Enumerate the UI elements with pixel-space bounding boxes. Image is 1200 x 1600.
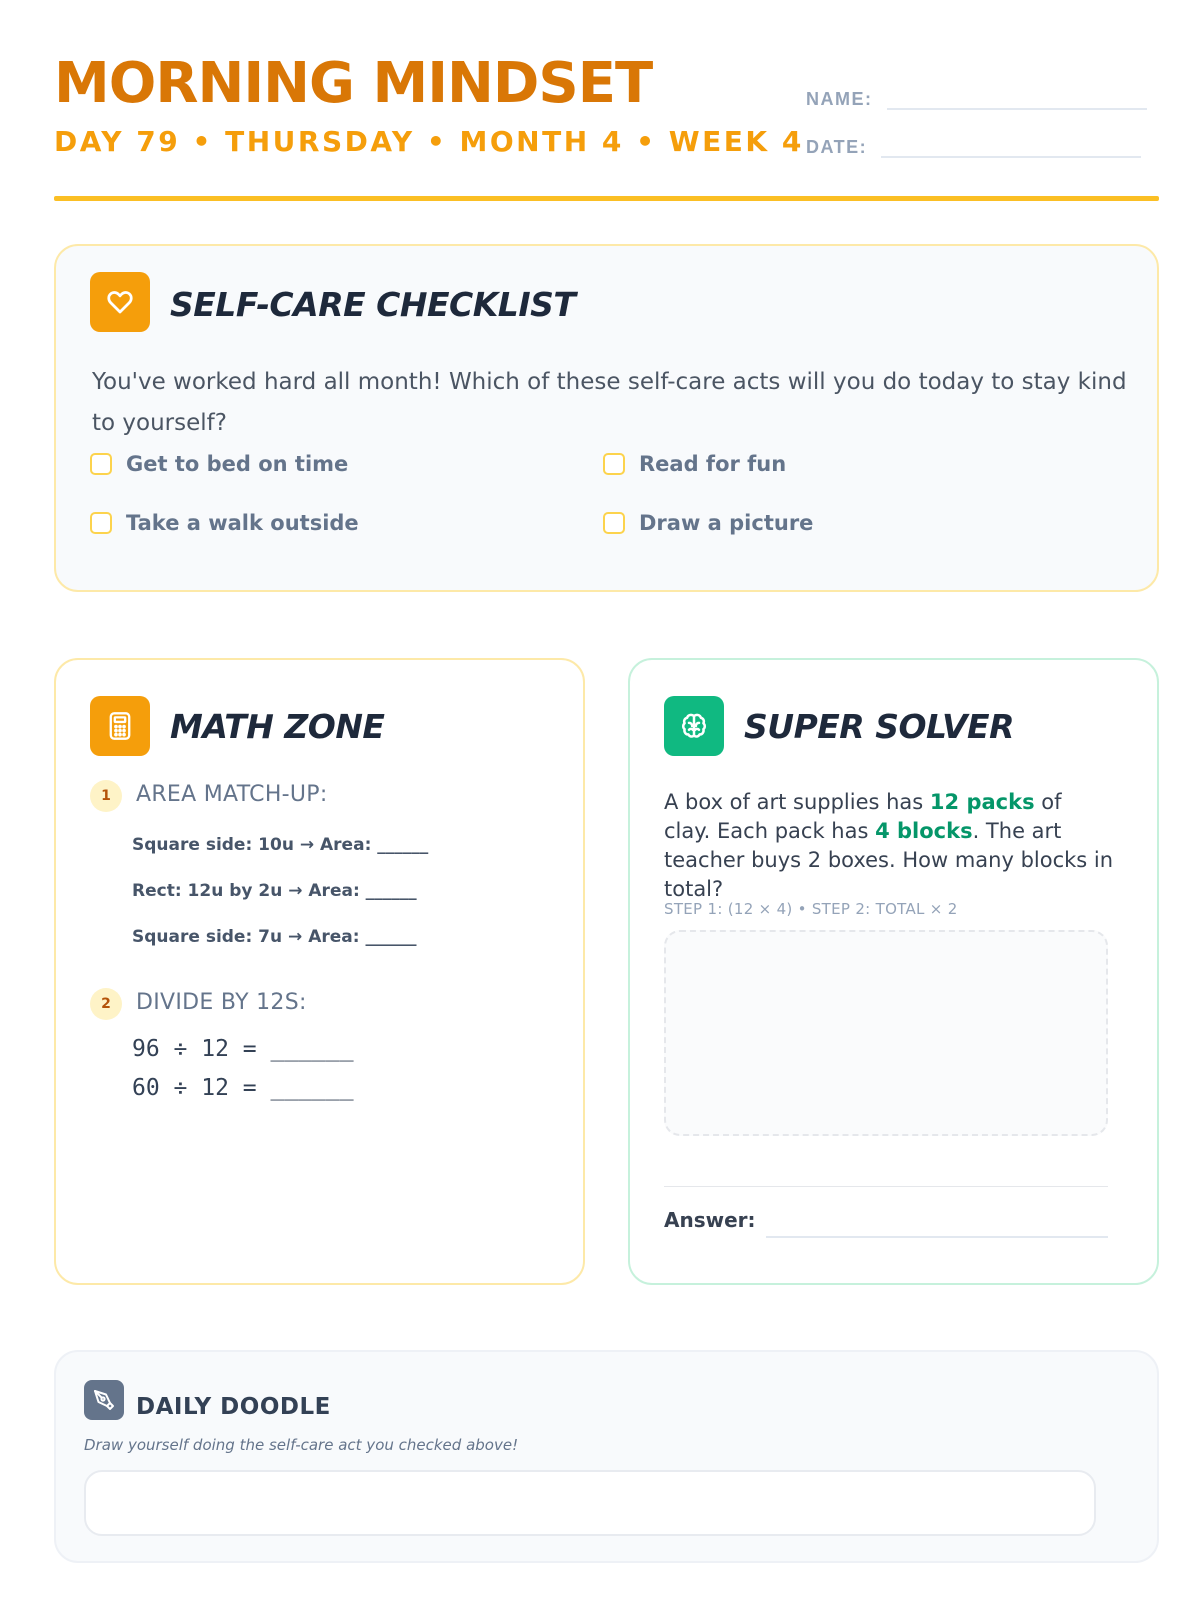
checkbox[interactable] <box>90 453 112 475</box>
self-care-title: SELF-CARE CHECKLIST <box>170 285 576 324</box>
checklist-item-label: Get to bed on time <box>126 452 349 476</box>
heart-icon <box>90 272 150 332</box>
question-title: DIVIDE BY 12S: <box>136 990 307 1015</box>
self-care-prompt: You've worked hard all month! Which of these self-care acts will you do today to stay kind to yourself? <box>92 369 1127 436</box>
answer-input-line[interactable] <box>766 1236 1108 1238</box>
division-problem: 96 ÷ 12 = ______ <box>132 1036 354 1062</box>
header-divider <box>54 196 1159 201</box>
super-solver-title: SUPER SOLVER <box>744 707 1014 746</box>
pen-tool-icon <box>84 1380 124 1420</box>
name-input-line[interactable] <box>887 84 1147 110</box>
answer-label: Answer: <box>664 1208 756 1232</box>
divider <box>664 1186 1108 1187</box>
checkbox[interactable] <box>90 512 112 534</box>
name-label: NAME: <box>806 89 873 109</box>
word-problem <box>664 788 1114 904</box>
checklist-item[interactable] <box>90 452 348 476</box>
math-zone-title: MATH ZONE <box>170 707 385 746</box>
daily-doodle-instructions: Draw yourself doing the self-care act you checked above! <box>84 1436 519 1454</box>
calculator-icon <box>90 696 150 756</box>
highlight-quantity: 12 packs <box>929 790 1035 814</box>
daily-doodle-title: DAILY DOODLE <box>136 1394 331 1420</box>
self-care-card <box>54 244 1159 592</box>
area-problem: Square side: 7u → Area: ______ <box>132 927 417 947</box>
work-area[interactable] <box>664 930 1108 1136</box>
question-number: 1 <box>90 780 122 812</box>
area-problem: Rect: 12u by 2u → Area: ______ <box>132 881 417 901</box>
checklist-item-label: Take a walk outside <box>126 511 359 535</box>
date-input-line[interactable] <box>881 132 1141 158</box>
checkbox[interactable] <box>603 453 625 475</box>
checklist-item-label: Draw a picture <box>639 511 814 535</box>
doodle-area[interactable] <box>84 1470 1096 1536</box>
worksheet-page <box>54 0 1159 1600</box>
checklist-item-label: Read for fun <box>639 452 787 476</box>
word-problem-text: . The art teacher buys 2 boxes. How many blocks in total? <box>664 819 1114 901</box>
name-field[interactable] <box>806 84 1147 110</box>
math-zone-card <box>54 658 585 1285</box>
word-problem-text: of clay. Each pack has <box>664 790 1062 843</box>
step-hints: STEP 1: (12 × 4) • STEP 2: TOTAL × 2 <box>664 900 958 918</box>
super-solver-card <box>628 658 1159 1285</box>
checklist-item[interactable] <box>90 511 359 535</box>
page-title: MORNING MINDSET <box>54 51 653 116</box>
checkbox[interactable] <box>603 512 625 534</box>
word-problem-text: A box of art supplies has <box>664 790 930 814</box>
checklist-item[interactable] <box>603 452 786 476</box>
area-problem: Square side: 10u → Area: ______ <box>132 835 429 855</box>
division-problem: 60 ÷ 12 = ______ <box>132 1075 354 1101</box>
daily-doodle-card <box>54 1350 1159 1563</box>
question-title: AREA MATCH-UP: <box>136 782 328 807</box>
question-number: 2 <box>90 988 122 1020</box>
date-field[interactable] <box>806 132 1141 158</box>
checklist-item[interactable] <box>603 511 813 535</box>
page-subtitle: DAY 79 • THURSDAY • MONTH 4 • WEEK 4 <box>54 125 804 158</box>
date-label: DATE: <box>806 137 868 157</box>
brain-icon <box>664 696 724 756</box>
highlight-quantity: 4 blocks <box>875 819 973 843</box>
